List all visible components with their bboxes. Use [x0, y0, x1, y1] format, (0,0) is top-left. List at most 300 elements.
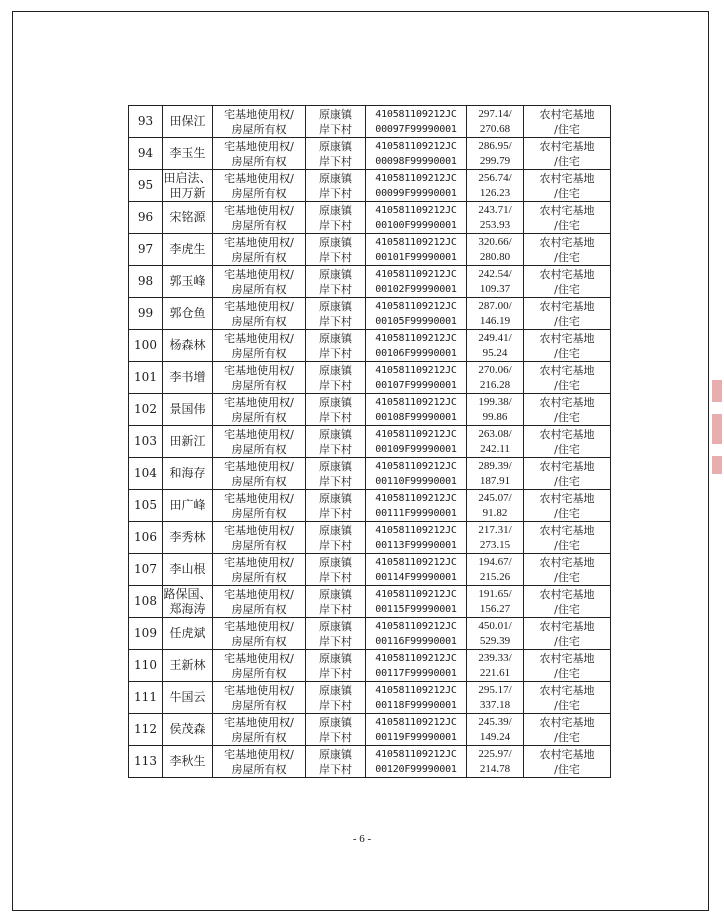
location-cell [306, 138, 366, 170]
table-row [129, 746, 611, 778]
owner-name-cell [163, 394, 213, 426]
land-use-line: /住宅 [554, 378, 580, 392]
area-values-line: 249.41/ [478, 331, 512, 344]
right-type-line: 宅基地使用权/ [224, 619, 294, 633]
right-type-line: 宅基地使用权/ [224, 203, 294, 217]
land-use-line: /住宅 [554, 506, 580, 520]
right-type-line: 房屋所有权 [231, 282, 287, 296]
owner-name-line: 李虎生 [169, 242, 206, 256]
location-line: 岸下村 [319, 218, 352, 232]
area-values-cell [467, 266, 524, 298]
unit-code-line: 410581109212JC [375, 652, 457, 664]
land-use-line: /住宅 [554, 666, 580, 680]
land-use-line: 农村宅基地 [539, 267, 595, 281]
right-type-line: 宅基地使用权/ [224, 683, 294, 697]
land-use-cell [524, 202, 611, 234]
land-use-cell [524, 298, 611, 330]
row-number-cell: 103 [129, 426, 163, 458]
location-line: 原康镇 [319, 299, 352, 313]
unit-code-line: 00102F99990001 [375, 283, 457, 295]
location-line: 原康镇 [319, 235, 352, 249]
area-values-line: 191.65/ [478, 587, 512, 600]
land-use-cell [524, 490, 611, 522]
right-type-cell [213, 618, 306, 650]
right-type-line: 房屋所有权 [231, 698, 287, 712]
area-values-line: 242.11 [480, 442, 510, 455]
location-line: 原康镇 [319, 747, 352, 761]
owner-name-line: 景国伟 [169, 402, 206, 416]
land-use-cell [524, 650, 611, 682]
unit-code-line: 00114F99990001 [375, 571, 457, 583]
unit-code-cell [366, 394, 467, 426]
land-use-line: /住宅 [554, 122, 580, 136]
right-type-line: 房屋所有权 [231, 570, 287, 584]
area-values-line: 295.17/ [478, 683, 512, 696]
owner-name-line: 侯茂森 [169, 722, 206, 736]
right-type-line: 宅基地使用权/ [224, 747, 294, 761]
unit-code-cell [366, 330, 467, 362]
row-number-cell: 93 [129, 106, 163, 138]
unit-code-cell [366, 714, 467, 746]
area-values-cell [467, 106, 524, 138]
table-row [129, 522, 611, 554]
owner-name-line: 路保国、 [163, 586, 212, 601]
location-cell [306, 362, 366, 394]
right-type-line: 房屋所有权 [231, 506, 287, 520]
unit-code-cell [366, 682, 467, 714]
land-use-cell [524, 458, 611, 490]
area-values-line: 243.71/ [478, 203, 512, 216]
area-values-cell [467, 650, 524, 682]
right-type-line: 房屋所有权 [231, 346, 287, 360]
row-number-cell: 100 [129, 330, 163, 362]
location-line: 岸下村 [319, 506, 352, 520]
owner-name-line: 李山根 [169, 562, 206, 576]
owner-name-line: 郭玉峰 [169, 274, 206, 288]
unit-code-line: 410581109212JC [375, 620, 457, 632]
land-use-line: 农村宅基地 [539, 747, 595, 761]
right-type-cell [213, 426, 306, 458]
row-number-cell: 110 [129, 650, 163, 682]
owner-name-line: 和海存 [169, 466, 206, 480]
unit-code-cell [366, 234, 467, 266]
unit-code-line: 00100F99990001 [375, 219, 457, 231]
right-type-line: 宅基地使用权/ [224, 651, 294, 665]
area-values-line: 263.08/ [478, 427, 512, 440]
table-row [129, 650, 611, 682]
owner-name-line: 牛国云 [169, 690, 206, 704]
area-values-line: 109.37 [479, 282, 511, 295]
land-use-line: 农村宅基地 [539, 107, 595, 121]
land-use-line: /住宅 [554, 410, 580, 424]
right-type-line: 宅基地使用权/ [224, 171, 294, 185]
area-values-line: 146.19 [479, 314, 511, 327]
unit-code-line: 410581109212JC [375, 300, 457, 312]
right-type-line: 宅基地使用权/ [224, 139, 294, 153]
location-line: 原康镇 [319, 491, 352, 505]
unit-code-line: 410581109212JC [375, 364, 457, 376]
right-type-cell [213, 746, 306, 778]
location-line: 岸下村 [319, 698, 352, 712]
area-values-cell [467, 298, 524, 330]
owner-name-line: 田新江 [169, 434, 206, 448]
right-type-line: 宅基地使用权/ [224, 107, 294, 121]
area-values-cell [467, 234, 524, 266]
location-line: 岸下村 [319, 474, 352, 488]
unit-code-line: 00119F99990001 [375, 731, 457, 743]
land-use-cell [524, 266, 611, 298]
land-use-line: /住宅 [554, 282, 580, 296]
table-row [129, 458, 611, 490]
owner-name-cell [163, 554, 213, 586]
row-number-cell: 95 [129, 170, 163, 202]
right-type-line: 宅基地使用权/ [224, 555, 294, 569]
land-use-line: 农村宅基地 [539, 363, 595, 377]
land-use-cell [524, 586, 611, 618]
right-type-line: 房屋所有权 [231, 730, 287, 744]
area-values-cell [467, 394, 524, 426]
owner-name-line: 李秀林 [169, 530, 206, 544]
table-row [129, 138, 611, 170]
right-type-cell [213, 394, 306, 426]
unit-code-line: 410581109212JC [375, 588, 457, 600]
land-use-line: /住宅 [554, 538, 580, 552]
right-type-line: 宅基地使用权/ [224, 299, 294, 313]
land-use-cell [524, 522, 611, 554]
unit-code-cell [366, 554, 467, 586]
location-cell [306, 266, 366, 298]
right-type-cell [213, 234, 306, 266]
land-use-line: 农村宅基地 [539, 139, 595, 153]
location-cell [306, 650, 366, 682]
owner-name-cell [163, 298, 213, 330]
unit-code-line: 00106F99990001 [375, 347, 457, 359]
right-type-cell [213, 490, 306, 522]
location-line: 原康镇 [319, 203, 352, 217]
unit-code-line: 00116F99990001 [375, 635, 457, 647]
land-use-cell [524, 234, 611, 266]
right-type-line: 宅基地使用权/ [224, 331, 294, 345]
owner-name-line: 任虎斌 [169, 626, 206, 640]
right-type-cell [213, 458, 306, 490]
right-type-cell [213, 586, 306, 618]
land-use-line: 农村宅基地 [539, 235, 595, 249]
area-values-cell [467, 170, 524, 202]
right-type-line: 宅基地使用权/ [224, 427, 294, 441]
right-type-cell [213, 330, 306, 362]
land-use-line: /住宅 [554, 698, 580, 712]
location-cell [306, 490, 366, 522]
right-type-line: 房屋所有权 [231, 218, 287, 232]
area-values-cell [467, 138, 524, 170]
owner-name-cell [163, 682, 213, 714]
location-line: 原康镇 [319, 267, 352, 281]
area-values-cell [467, 554, 524, 586]
row-number-cell: 97 [129, 234, 163, 266]
unit-code-line: 410581109212JC [375, 524, 457, 536]
land-use-line: /住宅 [554, 314, 580, 328]
location-line: 原康镇 [319, 715, 352, 729]
table-row [129, 106, 611, 138]
location-cell [306, 426, 366, 458]
land-use-cell [524, 394, 611, 426]
land-use-cell [524, 170, 611, 202]
table-row [129, 330, 611, 362]
row-number-cell: 94 [129, 138, 163, 170]
area-values-line: 253.93 [479, 218, 511, 231]
unit-code-line: 410581109212JC [375, 716, 457, 728]
owner-name-cell [163, 522, 213, 554]
unit-code-line: 410581109212JC [375, 460, 457, 472]
owner-name-cell [163, 266, 213, 298]
right-type-line: 宅基地使用权/ [224, 235, 294, 249]
unit-code-line: 410581109212JC [375, 268, 457, 280]
owner-name-cell [163, 234, 213, 266]
area-values-line: 450.01/ [478, 619, 512, 632]
row-number-cell: 111 [129, 682, 163, 714]
owner-name-line: 田保江 [169, 114, 206, 128]
right-type-cell [213, 138, 306, 170]
land-use-line: 农村宅基地 [539, 203, 595, 217]
right-type-line: 房屋所有权 [231, 474, 287, 488]
table-row [129, 618, 611, 650]
table-row [129, 714, 611, 746]
land-use-line: /住宅 [554, 634, 580, 648]
land-use-cell [524, 426, 611, 458]
registration-table-body [129, 106, 611, 778]
row-number-cell: 105 [129, 490, 163, 522]
land-use-line: 农村宅基地 [539, 555, 595, 569]
owner-name-cell [163, 586, 213, 618]
land-use-line: 农村宅基地 [539, 331, 595, 345]
owner-name-line: 杨森林 [169, 338, 206, 352]
row-number-cell: 106 [129, 522, 163, 554]
unit-code-line: 00111F99990001 [375, 507, 457, 519]
area-values-line: 199.38/ [478, 395, 512, 408]
table-row [129, 426, 611, 458]
area-values-line: 221.61 [479, 666, 511, 679]
land-use-cell [524, 714, 611, 746]
owner-name-cell [163, 618, 213, 650]
unit-code-cell [366, 202, 467, 234]
location-line: 原康镇 [319, 139, 352, 153]
land-use-line: 农村宅基地 [539, 171, 595, 185]
owner-name-cell [163, 650, 213, 682]
unit-code-cell [366, 266, 467, 298]
area-values-line: 270.06/ [478, 363, 512, 376]
land-use-cell [524, 682, 611, 714]
area-values-cell [467, 586, 524, 618]
owner-name-line: 田万新 [169, 185, 206, 200]
row-number-cell: 112 [129, 714, 163, 746]
row-number-cell: 109 [129, 618, 163, 650]
right-type-cell [213, 362, 306, 394]
right-type-line: 房屋所有权 [231, 762, 287, 776]
location-line: 原康镇 [319, 651, 352, 665]
right-type-line: 宅基地使用权/ [224, 491, 294, 505]
right-type-line: 房屋所有权 [231, 602, 287, 616]
location-line: 原康镇 [319, 523, 352, 537]
unit-code-line: 410581109212JC [375, 204, 457, 216]
unit-code-line: 00109F99990001 [375, 443, 457, 455]
location-line: 岸下村 [319, 314, 352, 328]
right-type-line: 房屋所有权 [231, 538, 287, 552]
land-use-line: /住宅 [554, 186, 580, 200]
right-type-cell [213, 650, 306, 682]
area-values-line: 194.67/ [478, 555, 512, 568]
row-number-cell: 99 [129, 298, 163, 330]
area-values-line: 270.68 [479, 122, 511, 135]
land-use-cell [524, 618, 611, 650]
row-number-cell: 96 [129, 202, 163, 234]
owner-name-cell [163, 714, 213, 746]
owner-name-cell [163, 746, 213, 778]
right-type-line: 房屋所有权 [231, 122, 287, 136]
unit-code-cell [366, 458, 467, 490]
row-number-cell: 113 [129, 746, 163, 778]
unit-code-line: 00099F99990001 [375, 187, 457, 199]
area-values-cell [467, 202, 524, 234]
unit-code-cell [366, 746, 467, 778]
location-line: 原康镇 [319, 171, 352, 185]
owner-name-line: 李玉生 [169, 146, 206, 160]
location-line: 原康镇 [319, 619, 352, 633]
land-use-line: /住宅 [554, 474, 580, 488]
right-type-line: 房屋所有权 [231, 410, 287, 424]
owner-name-cell [163, 330, 213, 362]
land-use-line: 农村宅基地 [539, 427, 595, 441]
area-values-line: 245.07/ [478, 491, 512, 504]
area-values-line: 320.66/ [478, 235, 512, 248]
land-use-line: 农村宅基地 [539, 587, 595, 601]
unit-code-line: 00115F99990001 [375, 603, 457, 615]
location-line: 岸下村 [319, 570, 352, 584]
location-line: 原康镇 [319, 363, 352, 377]
right-type-line: 宅基地使用权/ [224, 363, 294, 377]
unit-code-cell [366, 618, 467, 650]
area-values-cell [467, 426, 524, 458]
location-cell [306, 458, 366, 490]
land-use-line: 农村宅基地 [539, 299, 595, 313]
owner-name-line: 王新林 [169, 658, 206, 672]
area-values-line: 245.39/ [478, 715, 512, 728]
right-type-cell [213, 522, 306, 554]
row-number-cell: 104 [129, 458, 163, 490]
area-values-cell [467, 746, 524, 778]
location-line: 岸下村 [319, 634, 352, 648]
unit-code-cell [366, 490, 467, 522]
table-row [129, 394, 611, 426]
land-use-cell [524, 106, 611, 138]
location-line: 岸下村 [319, 154, 352, 168]
area-values-line: 299.79 [479, 154, 511, 167]
area-values-cell [467, 522, 524, 554]
right-type-cell [213, 106, 306, 138]
location-cell [306, 298, 366, 330]
location-cell [306, 618, 366, 650]
unit-code-line: 00117F99990001 [375, 667, 457, 679]
location-line: 岸下村 [319, 602, 352, 616]
location-line: 岸下村 [319, 346, 352, 360]
right-type-line: 房屋所有权 [231, 634, 287, 648]
unit-code-cell [366, 362, 467, 394]
land-use-cell [524, 362, 611, 394]
land-use-cell [524, 746, 611, 778]
area-values-line: 280.80 [479, 250, 511, 263]
unit-code-line: 00110F99990001 [375, 475, 457, 487]
row-number-cell: 101 [129, 362, 163, 394]
right-type-cell [213, 266, 306, 298]
area-values-line: 187.91 [479, 474, 511, 487]
area-values-line: 156.27 [479, 602, 511, 615]
area-values-line: 273.15 [479, 538, 511, 551]
right-type-cell [213, 298, 306, 330]
right-type-line: 宅基地使用权/ [224, 267, 294, 281]
right-type-line: 房屋所有权 [231, 442, 287, 456]
owner-name-cell [163, 106, 213, 138]
owner-name-cell [163, 362, 213, 394]
unit-code-line: 410581109212JC [375, 172, 457, 184]
location-cell [306, 170, 366, 202]
area-values-cell [467, 714, 524, 746]
unit-code-line: 410581109212JC [375, 140, 457, 152]
table-row [129, 298, 611, 330]
location-cell [306, 234, 366, 266]
area-values-line: 529.39 [479, 634, 511, 647]
unit-code-line: 00113F99990001 [375, 539, 457, 551]
right-type-line: 宅基地使用权/ [224, 459, 294, 473]
location-line: 原康镇 [319, 331, 352, 345]
unit-code-cell [366, 138, 467, 170]
unit-code-line: 410581109212JC [375, 684, 457, 696]
area-values-line: 337.18 [479, 698, 511, 711]
owner-name-line: 田启法、 [163, 170, 212, 185]
right-type-line: 房屋所有权 [231, 250, 287, 264]
area-values-cell [467, 618, 524, 650]
right-type-cell [213, 170, 306, 202]
land-use-line: /住宅 [554, 346, 580, 360]
right-type-cell [213, 714, 306, 746]
owner-name-line: 田广峰 [169, 498, 206, 512]
location-line: 岸下村 [319, 282, 352, 296]
row-number-cell: 102 [129, 394, 163, 426]
unit-code-cell [366, 586, 467, 618]
land-use-line: /住宅 [554, 570, 580, 584]
area-values-line: 225.97/ [478, 747, 512, 760]
unit-code-line: 00118F99990001 [375, 699, 457, 711]
right-type-line: 房屋所有权 [231, 378, 287, 392]
location-cell [306, 714, 366, 746]
location-line: 岸下村 [319, 538, 352, 552]
location-cell [306, 522, 366, 554]
unit-code-line: 00097F99990001 [375, 123, 457, 135]
land-use-line: /住宅 [554, 218, 580, 232]
location-cell [306, 554, 366, 586]
unit-code-line: 410581109212JC [375, 108, 457, 120]
location-line: 岸下村 [319, 442, 352, 456]
unit-code-line: 410581109212JC [375, 236, 457, 248]
table-row [129, 490, 611, 522]
area-values-cell [467, 330, 524, 362]
owner-name-line: 宋铭源 [169, 210, 206, 224]
right-type-cell [213, 682, 306, 714]
right-type-line: 房屋所有权 [231, 314, 287, 328]
unit-code-line: 410581109212JC [375, 748, 457, 760]
row-number-cell: 108 [129, 586, 163, 618]
land-use-line: /住宅 [554, 250, 580, 264]
location-line: 原康镇 [319, 107, 352, 121]
table-row [129, 554, 611, 586]
